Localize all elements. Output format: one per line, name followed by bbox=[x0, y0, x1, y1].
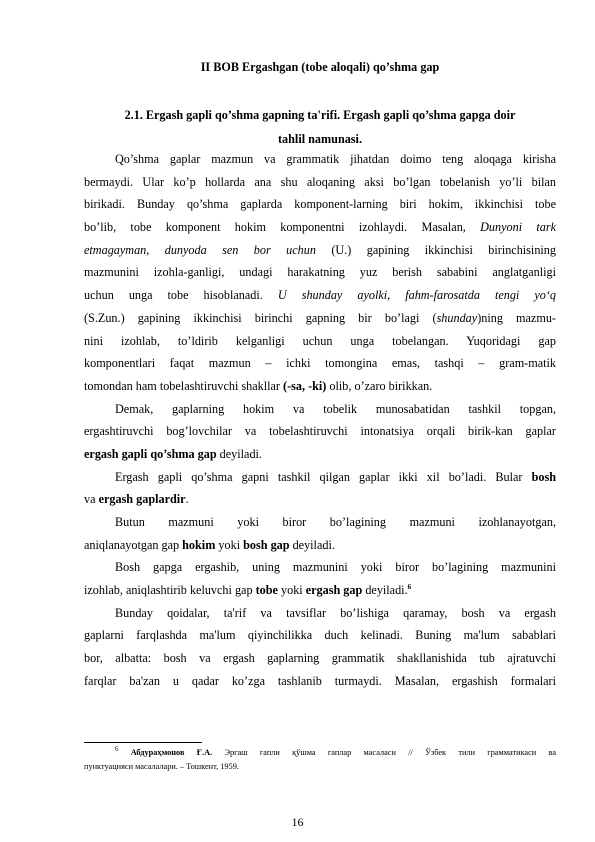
text-run: (S.Zun.) gapining ikkinchisi birinchi gapning bir bo’lagi ( bbox=[84, 310, 437, 325]
example-italic: etmagayman, dunyoda sen bor uchun bbox=[84, 242, 316, 257]
text-run: (U.) gapining ikkinchisi birinchisining bbox=[331, 242, 556, 257]
text-line bbox=[84, 534, 556, 557]
paragraph-3 bbox=[84, 466, 556, 511]
section-title-line-2: tahlil namunasi. bbox=[278, 132, 362, 146]
term-bold: (-sa, -ki) bbox=[283, 378, 327, 393]
text-run: Ergash gapli qo’shma gapni tashkil qilgan gaplar ikki xil bo’ladi. Bular bbox=[115, 469, 523, 484]
text-line bbox=[84, 284, 556, 307]
text-run: . bbox=[185, 492, 189, 507]
text-run: yoki bbox=[281, 583, 303, 598]
paragraph-1 bbox=[84, 148, 556, 398]
term-bold: hokim bbox=[182, 537, 216, 552]
text-run: uchun unga tobe hisoblanadi. bbox=[84, 288, 263, 303]
text-line: bermaydi. Ular ko’p hollarda ana shu aloqaning aksi bo’lgan tobelanish yo’li bilan bbox=[84, 174, 556, 189]
term-bold: ergash gapli qo’shma gap bbox=[84, 446, 217, 461]
page-number: 16 bbox=[291, 815, 304, 829]
example-italic: Dunyoni tark bbox=[480, 220, 557, 235]
term-bold: bosh bbox=[531, 469, 557, 484]
text-line: Demak, gaplarning hokim va tobelik munosabatidan tashkil topgan, bbox=[115, 401, 556, 416]
text-line: nini izohlab, to’ldirib kelganligi uchun unga tobelangan. Yuqoridagi gap bbox=[84, 333, 556, 348]
footnote-text: Эргаш гапли қўшма гаплар масаласи // Ўзбек тили грамматикаси ва bbox=[224, 748, 557, 757]
paragraph-2 bbox=[84, 398, 556, 466]
footnote-reference[interactable]: 6 bbox=[407, 583, 412, 591]
footnote-line: пунктуацияси масалалари. – Тошкент, 1959. bbox=[84, 762, 239, 771]
text-run: deyiladi. bbox=[292, 537, 335, 552]
text-run: tomondan ham tobelashtiruvchi shakllar bbox=[84, 378, 280, 393]
body-text bbox=[84, 148, 556, 693]
text-line bbox=[84, 216, 556, 239]
text-run: va bbox=[84, 492, 96, 507]
text-line: Bosh gapga ergashib, uning mazmunini yoki biror bo’lagining mazmunini bbox=[115, 560, 556, 575]
paragraph-6 bbox=[84, 602, 556, 693]
footnote-author: Абдураҳмонов Ғ.А. bbox=[130, 748, 213, 757]
text-run: )ning mazmu- bbox=[477, 310, 556, 325]
text-run: izohlab, aniqlashtirib keluvchi gap bbox=[84, 583, 253, 598]
text-line: mazmunini izohla-ganligi, undagi harakatning yuz berish sababini anglatganligi bbox=[84, 265, 556, 280]
text-line: gaplarni farqlashda ma'lum qiyinchilikka duch kelinadi. Buning ma'lum sabablari bbox=[84, 628, 556, 643]
text-run: deyiladi. bbox=[219, 446, 262, 461]
text-line bbox=[84, 443, 556, 466]
text-run: bo’lib, tobe komponent hokim komponentni izohlaydi. Masalan, bbox=[84, 220, 466, 235]
example-italic: U shunday ayolki, fahm-farosatda tengi yo‘q bbox=[277, 288, 557, 303]
text-line: farqlar ba'zan u qadar ko’zga tashlanib turmaydi. Masalan, ergashish formalari bbox=[84, 673, 556, 688]
text-line bbox=[84, 239, 556, 262]
section-title bbox=[84, 103, 556, 151]
term-bold: ergash gaplardir bbox=[98, 492, 186, 507]
paragraph-4 bbox=[84, 511, 556, 556]
text-line: Bunday qoidalar, ta'rif va tavsiflar bo’lishiga qaramay, bosh va ergash bbox=[115, 605, 556, 620]
term-bold: bosh gap bbox=[243, 537, 290, 552]
footnote bbox=[84, 746, 556, 774]
text-run: aniqlanayotgan gap bbox=[84, 537, 180, 552]
text-line: ergashtiruvchi bog’lovchilar va tobelashtiruvchi intonatsiya orqali birik-kan gaplar bbox=[84, 424, 556, 439]
text-line bbox=[84, 579, 556, 602]
text-line: bor, albatta: bosh va ergash gaplarning grammatik shakllanishida tub ajratuvchi bbox=[84, 651, 556, 666]
footnote-divider bbox=[84, 742, 202, 743]
paragraph-5 bbox=[84, 556, 556, 601]
text-line: Qo’shma gaplar mazmun va grammatik jihatdan doimo teng aloqaga kirisha bbox=[115, 152, 556, 166]
text-line: komponentlari faqat mazmun – ichki tomongina emas, tashqi – gram-matik bbox=[84, 356, 556, 371]
footnote-marker: 6 bbox=[115, 745, 119, 754]
term-bold: tobe bbox=[255, 583, 278, 598]
section-title-line-1: 2.1. Ergash gapli qo’shma gapning ta'rifi. Ergash gapli qo’shma gapga doir bbox=[124, 108, 516, 122]
footnote-line bbox=[84, 746, 556, 760]
term-bold: ergash gap bbox=[305, 583, 363, 598]
text-run: yoki bbox=[218, 537, 241, 552]
text-line bbox=[84, 307, 556, 330]
text-line bbox=[84, 375, 556, 398]
text-line bbox=[84, 466, 556, 489]
text-run: deyiladi. bbox=[365, 583, 408, 598]
text-run: olib, o’zaro birikkan. bbox=[329, 378, 433, 393]
text-line: birikadi. Bunday qo’shma gaplarda komponent-larning biri hokim, ikkinchisi tobe bbox=[84, 197, 556, 212]
text-line: Butun mazmuni yoki biror bo’lagining mazmuni izohlanayotgan, bbox=[115, 515, 556, 529]
text-line bbox=[84, 488, 556, 511]
chapter-title: II BOB Ergashgan (tobe aloqali) qo’shma gap bbox=[200, 60, 440, 74]
example-italic: shunday bbox=[436, 310, 478, 325]
